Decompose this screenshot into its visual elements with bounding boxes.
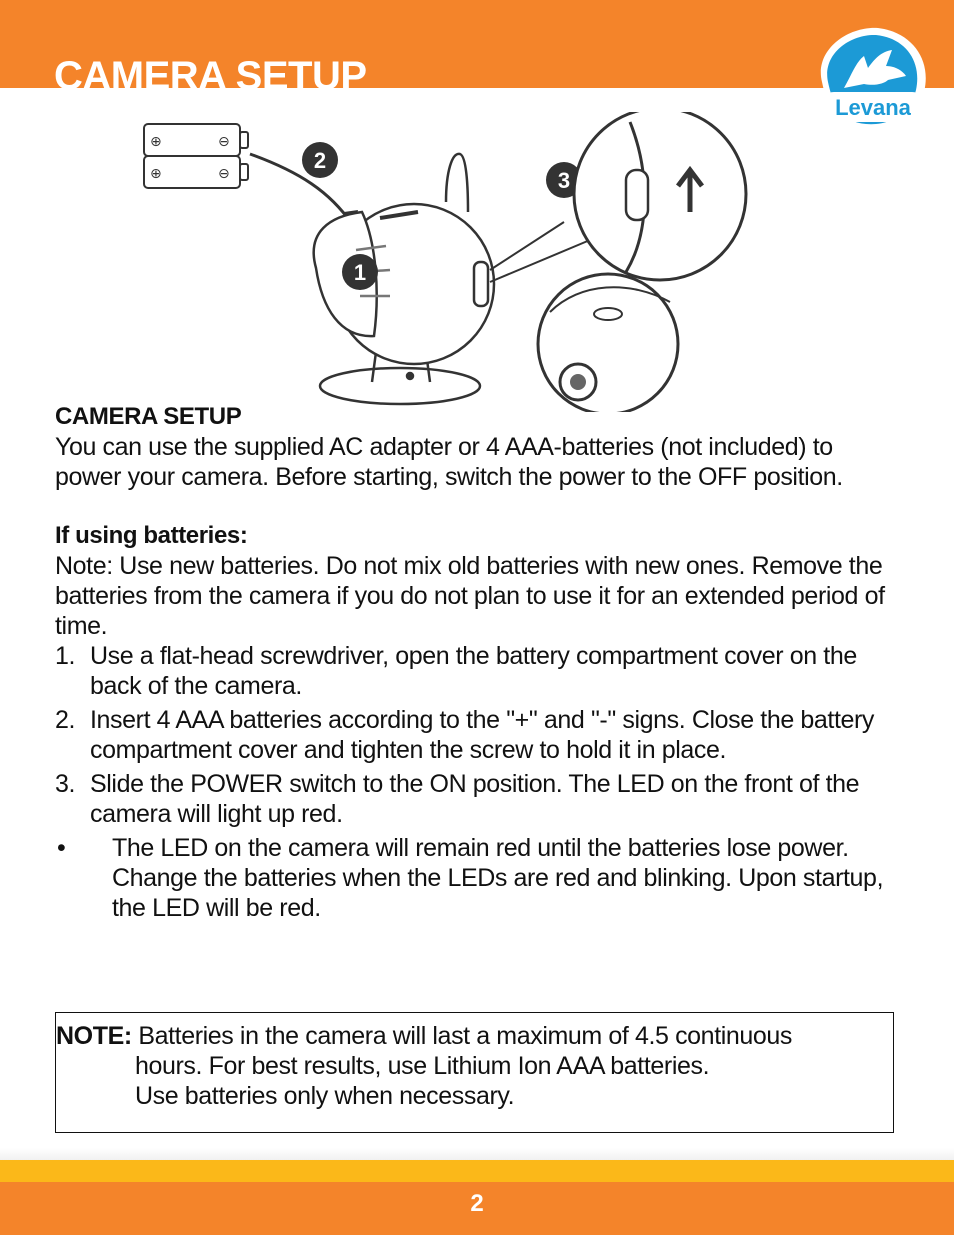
footer-yellow-band <box>0 1160 954 1182</box>
page-title: CAMERA SETUP <box>54 54 367 88</box>
spacer <box>55 492 900 521</box>
bullet-mark: • <box>57 834 66 862</box>
note-text: hours. For best results, use Lithium Ion AAA batteries. <box>135 1052 710 1080</box>
callout-1-label: 1 <box>353 260 367 285</box>
bullet-item <box>55 833 900 923</box>
page-number: 2 <box>470 1190 484 1217</box>
note-line <box>56 1021 883 1051</box>
instructions <box>55 402 900 923</box>
step-number: 1. <box>55 642 76 670</box>
zoom-switch-knob <box>626 170 648 220</box>
logo-text: Levana <box>835 95 911 120</box>
battery-plus-symbol: ⊕ <box>150 134 162 150</box>
camera-body <box>314 154 494 404</box>
camera-antenna <box>446 154 468 212</box>
step-text: Insert 4 AAA batteries according to the "+" and "-" signs. Close the battery compartment cover and tighten the screw to hold it in place. <box>90 706 875 764</box>
zoom-connector <box>490 222 590 282</box>
zoom-led-lens-core <box>570 374 586 390</box>
step-item <box>55 769 900 829</box>
battery-bottom-terminal <box>240 164 248 180</box>
note-text: Use batteries only when necessary. <box>135 1082 515 1110</box>
step-number: 3. <box>55 770 76 798</box>
battery-note: Note: Use new batteries. Do not mix old batteries with new ones. Remove the batteries from the camera if you do not plan to use it for an extended period of time. <box>55 552 885 640</box>
camera-stand-base <box>320 368 480 404</box>
step-text: Use a flat-head screwdriver, open the battery compartment cover on the back of the camera. <box>90 642 857 700</box>
zoom-switch-detail <box>574 112 746 280</box>
bullet-text: The LED on the camera will remain red until the batteries lose power. Change the batteries when the LEDs are red and blinking. Upon startup, the LED will be red. <box>112 834 884 922</box>
note-label: NOTE: <box>56 1022 132 1050</box>
battery-top-terminal <box>240 132 248 148</box>
step-number: 2. <box>55 706 76 734</box>
battery-group <box>144 124 248 188</box>
note-box <box>55 1012 894 1133</box>
step-text: Slide the POWER switch to the ON position. The LED on the front of the camera will light up red. <box>90 770 860 828</box>
batteries-subheading: If using batteries: <box>55 522 248 549</box>
note-text: Batteries in the camera will last a maximum of 4.5 continuous <box>138 1022 793 1050</box>
power-switch <box>474 262 488 306</box>
battery-plus-symbol: ⊕ <box>150 166 162 182</box>
step-item <box>55 641 900 701</box>
battery-minus-symbol: ⊖ <box>218 134 230 150</box>
zoom-led-indicator <box>594 308 622 320</box>
intro-paragraph: You can use the supplied AC adapter or 4 AAA-batteries (not included) to power your camera. Before starting, switch the power to the OFF position. <box>55 433 843 491</box>
levana-logo <box>808 22 932 138</box>
callout-3-label: 3 <box>557 168 571 193</box>
callout-2-label: 2 <box>313 148 327 173</box>
battery-minus-symbol: ⊖ <box>218 166 230 182</box>
section-heading: CAMERA SETUP <box>55 403 242 430</box>
camera-illustration <box>130 112 770 412</box>
step-item <box>55 705 900 765</box>
camera-led <box>407 373 413 379</box>
footer-shadow <box>0 1148 954 1160</box>
